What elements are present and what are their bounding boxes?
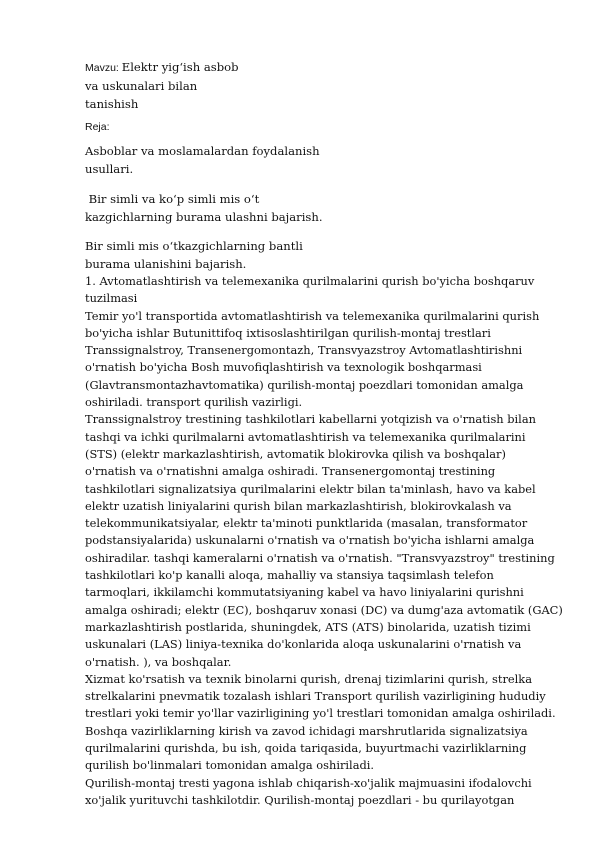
body-line: Qurilish-montaj tresti yagona ishlab chiqarish-xo'jalik majmuasini ifodalovchi xyxy=(85,775,532,790)
body-line: Transsignalstroy trestining tashkilotlari kabellarni yotqizish va o'rnatish bilan xyxy=(85,412,536,427)
body-line: markazlashtirish postlarida, shuningdek, ATS (ATS) binolarida, uzatish tizimi xyxy=(85,619,531,634)
topic-line: Elektr yig‘ish asbob xyxy=(121,60,239,74)
body-line: 1. Avtomatlashtirish va telemexanika qurilmalarini qurish bo'yicha boshqaruv xyxy=(85,274,535,288)
body-line: Transsignalstroy, Transenergomontazh, Transvyazstroy Avtomatlashtirishni xyxy=(85,343,523,358)
body-line: Temir yo'l transportida avtomatlashtirish va telemexanika qurilmalarini qurish xyxy=(85,308,540,323)
body-line: oshiradilar. tashqi kameralarni o'rnatish va o'rnatish. "Transvyazstroy" trestining xyxy=(85,550,555,565)
topic-line: tanishish xyxy=(85,97,139,111)
body-line: amalga oshiradi; elektr (EC), boshqaruv xonasi (DC) va dumg'aza avtomatik (GAC) xyxy=(85,602,563,617)
body-text xyxy=(85,273,565,809)
plan-item-line: kazgichlarning burama ulashni bajarish. xyxy=(85,209,323,224)
body-line: tashqi va ichki qurilmalarni avtomatlashtirish va telemexanika qurilmalarini xyxy=(85,429,526,444)
plan-item-line: burama ulanishini bajarish. xyxy=(85,256,247,271)
body-line: tuzilmasi xyxy=(85,291,138,306)
body-line: xo'jalik yurituvchi tashkilotdir. Qurilish-montaj poezdlari - bu qurilayotgan xyxy=(85,792,515,807)
body-line: trestlari yoki temir yo'llar vazirligining yo'l trestlari tomonidan amalga oshiriladi. xyxy=(85,706,556,721)
plan-item-line: Bir simli va ko‘p simli mis o‘t xyxy=(85,192,260,206)
plan-item xyxy=(85,143,320,178)
body-line: oshiriladi. transport qurilish vazirligi. xyxy=(85,395,303,410)
body-line: tarmoqlari, ikkilamchi kommutatsiyaning kabel va havo liniyalarini qurishni xyxy=(85,585,524,600)
body-line: o'rnatish bo'yicha Bosh muvofiqlashtirish va texnologik boshqarmasi xyxy=(85,360,482,375)
plan-item xyxy=(85,238,303,273)
plan-label: Reja: xyxy=(85,121,110,133)
body-line: uskunalari (LAS) liniya-texnika do'konlarida aloqa uskunalarini o'rnatish va xyxy=(85,637,522,652)
body-line: Boshqa vazirliklarning kirish va zavod ichidagi marshrutlarida signalizatsiya xyxy=(85,723,528,738)
body-line: Xizmat ko'rsatish va texnik binolarni qurish, drenaj tizimlarini qurish, strelka xyxy=(85,671,533,686)
body-line: qurilish bo'linmalari tomonidan amalga oshiriladi. xyxy=(85,758,375,773)
topic-line: va uskunalari bilan xyxy=(85,79,198,93)
body-line: qurilmalarini qurishda, bu ish, qoida tariqasida, buyurtmachi vazirliklarning xyxy=(85,741,527,756)
body-line: (Glavtransmontazhavtomatika) qurilish-montaj poezdlari tomonidan amalga xyxy=(85,377,524,392)
body-line: tashkilotlari ko'p kanalli aloqa, mahalliy va stansiya taqsimlash telefon xyxy=(85,568,494,583)
body-line: podstansiyalarida) uskunalarni o'rnatish va o'rnatish bo'yicha ishlarni amalga xyxy=(85,533,535,548)
body-line: bo'yicha ishlar Butunittifoq ixtisoslashtirilgan qurilish-montaj trestlari xyxy=(85,325,491,340)
body-line: (STS) (elektr markazlashtirish, avtomatik blokirovka qilish va boshqalar) xyxy=(85,446,506,461)
plan-item xyxy=(85,191,323,226)
body-line: tashkilotlari signalizatsiya qurilmalarini elektr bilan ta'minlash, havo va kabel xyxy=(85,481,536,496)
body-line: elektr uzatish liniyalarini qurish bilan markazlashtirish, blokirovkalash va xyxy=(85,498,512,513)
topic-label: Mavzu: xyxy=(85,62,119,74)
body-line: o'rnatish. ), va boshqalar. xyxy=(85,654,232,669)
body-line: o'rnatish va o'rnatishni amalga oshiradi. Transenergomontaj trestining xyxy=(85,464,496,479)
body-line: telekommunikatsiyalar, elektr ta'minoti punktlarida (masalan, transformator xyxy=(85,516,528,531)
body-line: strelkalarini pnevmatik tozalash ishlari Transport qurilish vazirligining hududiy xyxy=(85,689,546,704)
plan-item-line: Asboblar va moslamalardan foydalanish xyxy=(85,144,320,158)
topic-block xyxy=(85,58,239,113)
plan-item-line: Bir simli mis o‘tkazgichlarning bantli xyxy=(85,239,303,253)
plan-item-line: usullari. xyxy=(85,161,134,176)
